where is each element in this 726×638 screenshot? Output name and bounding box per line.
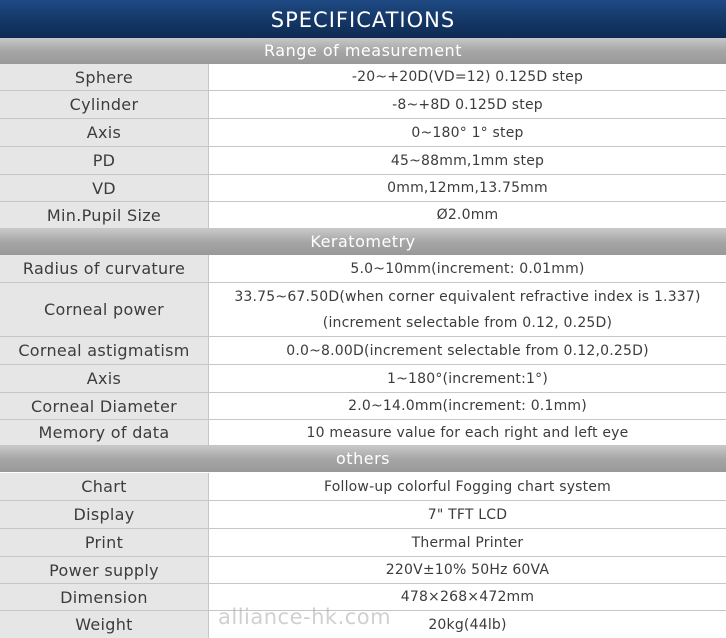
row-value: 45~88mm,1mm step	[209, 147, 726, 174]
row-label: Weight	[0, 611, 208, 638]
watermark-text: alliance-hk.com	[218, 605, 392, 629]
row-value: Follow-up colorful Fogging chart system	[209, 473, 726, 500]
table-row	[0, 611, 726, 638]
row-label: Corneal power	[0, 283, 208, 336]
row-value: 1~180°(increment:1°)	[209, 365, 726, 392]
row-label: Chart	[0, 473, 208, 500]
specifications-title: SPECIFICATIONS	[0, 0, 726, 39]
table-row	[0, 501, 726, 529]
table-row	[0, 202, 726, 229]
row-label: PD	[0, 147, 208, 174]
row-value: 7" TFT LCD	[209, 501, 726, 528]
row-value: 5.0~10mm(increment: 0.01mm)	[209, 255, 726, 282]
table-row	[0, 557, 726, 584]
row-value: Ø2.0mm	[209, 202, 726, 228]
row-label: VD	[0, 175, 208, 201]
section-heading-keratometry: Keratometry	[0, 229, 726, 255]
section-heading-range: Range of measurement	[0, 38, 726, 64]
row-value: -20~+20D(VD=12) 0.125D step	[209, 64, 726, 90]
row-label: Min.Pupil Size	[0, 202, 208, 228]
table-row	[0, 584, 726, 611]
row-value: 33.75~67.50D(when corner equivalent refractive index is 1.337) (increment selectable from 0.12, 0.25D)	[209, 283, 726, 336]
table-row	[0, 365, 726, 393]
table-row	[0, 393, 726, 420]
row-label: Cylinder	[0, 91, 208, 118]
row-label: Memory of data	[0, 420, 208, 445]
row-value: 478×268×472mm	[209, 584, 726, 610]
table-row	[0, 64, 726, 91]
row-label: Axis	[0, 119, 208, 146]
row-label: Axis	[0, 365, 208, 392]
table-row	[0, 529, 726, 557]
row-value: 220V±10% 50Hz 60VA	[209, 557, 726, 583]
row-label: Corneal Diameter	[0, 393, 208, 419]
table-row	[0, 91, 726, 119]
table-row	[0, 255, 726, 283]
row-value: Thermal Printer	[209, 529, 726, 556]
row-label: Dimension	[0, 584, 208, 610]
row-value: 0.0~8.00D(increment selectable from 0.12,0.25D)	[209, 337, 726, 364]
row-label: Corneal astigmatism	[0, 337, 208, 364]
row-label: Radius of curvature	[0, 255, 208, 282]
table-row	[0, 283, 726, 337]
table-row	[0, 420, 726, 446]
table-row	[0, 147, 726, 175]
section-heading-others: others	[0, 446, 726, 472]
row-value: 10 measure value for each right and left eye	[209, 420, 726, 445]
table-row	[0, 175, 726, 202]
row-value: 2.0~14.0mm(increment: 0.1mm)	[209, 393, 726, 419]
row-value: 20kg(44lb)	[209, 611, 726, 638]
row-value: -8~+8D 0.125D step	[209, 91, 726, 118]
table-row	[0, 119, 726, 147]
table-row	[0, 473, 726, 501]
row-label: Power supply	[0, 557, 208, 583]
row-label: Display	[0, 501, 208, 528]
row-label: Print	[0, 529, 208, 556]
row-value: 0mm,12mm,13.75mm	[209, 175, 726, 201]
table-row	[0, 337, 726, 365]
row-value: 0~180° 1° step	[209, 119, 726, 146]
row-label: Sphere	[0, 64, 208, 90]
